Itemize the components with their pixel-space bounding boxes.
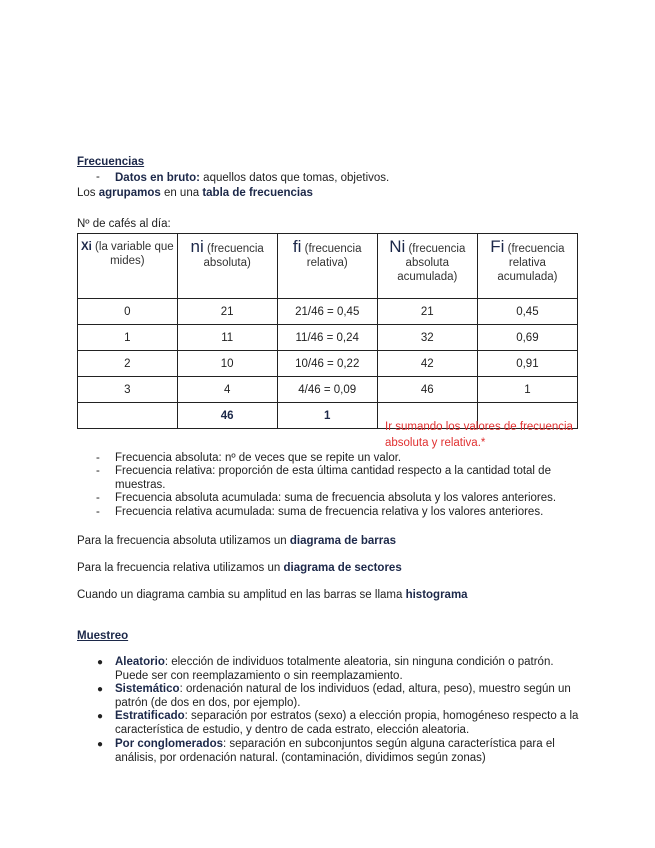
raw-data-item [115, 171, 389, 185]
cell: 11/46 = 0,24 [277, 325, 377, 351]
bullet-icon: ● [97, 711, 104, 722]
cell: 11 [177, 325, 277, 351]
table-header-row [78, 234, 578, 299]
cell: 21/46 = 0,45 [277, 299, 377, 325]
cell: 10 [177, 351, 277, 377]
cell: 0,69 [477, 325, 577, 351]
paragraph [77, 561, 402, 575]
term: diagrama de barras [289, 535, 396, 547]
header-cell [78, 234, 178, 299]
cell: 32 [377, 325, 477, 351]
symbol: Ni [389, 237, 406, 256]
header-cell [377, 234, 477, 299]
table-row [78, 325, 578, 351]
cell: 0 [78, 299, 178, 325]
desc: (la variable que mides) [91, 241, 174, 267]
term: agrupamos [98, 187, 161, 199]
note-line: absoluta y relativa.* [385, 437, 486, 449]
cell: 4/46 = 0,09 [277, 377, 377, 403]
group-line [77, 186, 313, 200]
cell: 42 [377, 351, 477, 377]
cell: 0,45 [477, 299, 577, 325]
sampling-item [115, 738, 585, 765]
header-cell [177, 234, 277, 299]
text: Para la frecuencia absoluta utilizamos un [77, 535, 290, 547]
term: diagrama de sectores [283, 562, 402, 574]
symbol: Fi [490, 237, 505, 256]
term: Por conglomerados [115, 738, 223, 750]
bullet-icon: ● [97, 657, 104, 668]
cell [78, 403, 178, 429]
cell: 1 [477, 377, 577, 403]
desc: (frecuencia absoluta) [203, 243, 264, 269]
frequency-table [77, 233, 578, 429]
term: Sistemático [115, 683, 180, 695]
total-ni: 46 [177, 403, 277, 429]
text: Cuando un diagrama cambia su amplitud en las barras se llama [77, 589, 406, 601]
bullet-icon: ● [97, 684, 104, 695]
header-cell [277, 234, 377, 299]
desc: (frecuencia relativa acumulada) [497, 243, 565, 283]
cell: 21 [177, 299, 277, 325]
table-row [78, 377, 578, 403]
sampling-item [115, 683, 585, 710]
dash-bullet: - [96, 492, 100, 504]
sampling-item [115, 710, 585, 737]
symbol: Xi [80, 241, 92, 253]
term: histograma [405, 589, 468, 601]
term: Aleatorio [115, 656, 165, 668]
section-title-frecuencias: Frecuencias [77, 156, 145, 168]
cell: 2 [78, 351, 178, 377]
table-row [78, 299, 578, 325]
cell: 4 [177, 377, 277, 403]
note-line: Ir sumando los valores de frecuencia [385, 421, 573, 433]
cell: 10/46 = 0,22 [277, 351, 377, 377]
dash-bullet: - [96, 452, 100, 464]
cell: 0,91 [477, 351, 577, 377]
text: en una [160, 187, 203, 199]
definition: aquellos datos que tomas, objetivos. [199, 172, 390, 184]
text: Para la frecuencia relativa utilizamos un [77, 562, 284, 574]
dash-bullet: - [96, 465, 100, 477]
table-row [78, 351, 578, 377]
dash-bullet: - [96, 506, 100, 518]
definition: : ordenación natural de los individuos (edad, altura, peso), muestro según un patrón (de dos en dos, por ejemplo). [115, 683, 571, 709]
cell: 3 [78, 377, 178, 403]
dash-bullet: - [96, 171, 100, 183]
term: tabla de frecuencias [202, 187, 313, 199]
cell: 21 [377, 299, 477, 325]
cell: 1 [78, 325, 178, 351]
symbol: ni [190, 237, 204, 256]
definition-item: Frecuencia relativa: proporción de esta última cantidad respecto a la cantidad total de muestras. [115, 465, 551, 491]
desc: (frecuencia absoluta acumulada) [397, 243, 466, 283]
paragraph [77, 534, 396, 548]
desc: (frecuencia relativa) [301, 243, 362, 269]
header-cell [477, 234, 577, 299]
table-caption: Nº de cafés al día: [77, 218, 171, 230]
paragraph [77, 588, 468, 602]
section-title-muestreo: Muestreo [77, 630, 129, 642]
definition-item: Frecuencia absoluta acumulada: suma de frecuencia absoluta y los valores anteriores. [115, 492, 557, 504]
definition: : elección de individuos totalmente aleatoria, sin ninguna condición o patrón. Puede ser con reemplazamiento o sin reemplazamiento. [115, 656, 554, 682]
definition: : separación en subconjuntos según alguna característica para el análisis, por ordenación natural. (contaminación, dividimos según zonas) [115, 738, 555, 764]
definition-item: Frecuencia relativa acumulada: suma de frecuencia relativa y los valores anteriores. [115, 506, 544, 518]
text: Los [77, 187, 99, 199]
symbol: fi [292, 237, 302, 256]
sampling-item [115, 656, 585, 683]
bullet-icon: ● [97, 739, 104, 750]
term: Estratificado [115, 710, 185, 722]
term: Datos en bruto: [115, 172, 200, 184]
definition: : separación por estratos (sexo) a elección propia, homogéneso respecto a la característica de estudio, y dentro de cada estrato, elección aleatoria. [115, 710, 579, 736]
definition-item: Frecuencia absoluta: nº de veces que se repite un valor. [115, 452, 402, 464]
total-fi: 1 [277, 403, 377, 429]
cell: 46 [377, 377, 477, 403]
